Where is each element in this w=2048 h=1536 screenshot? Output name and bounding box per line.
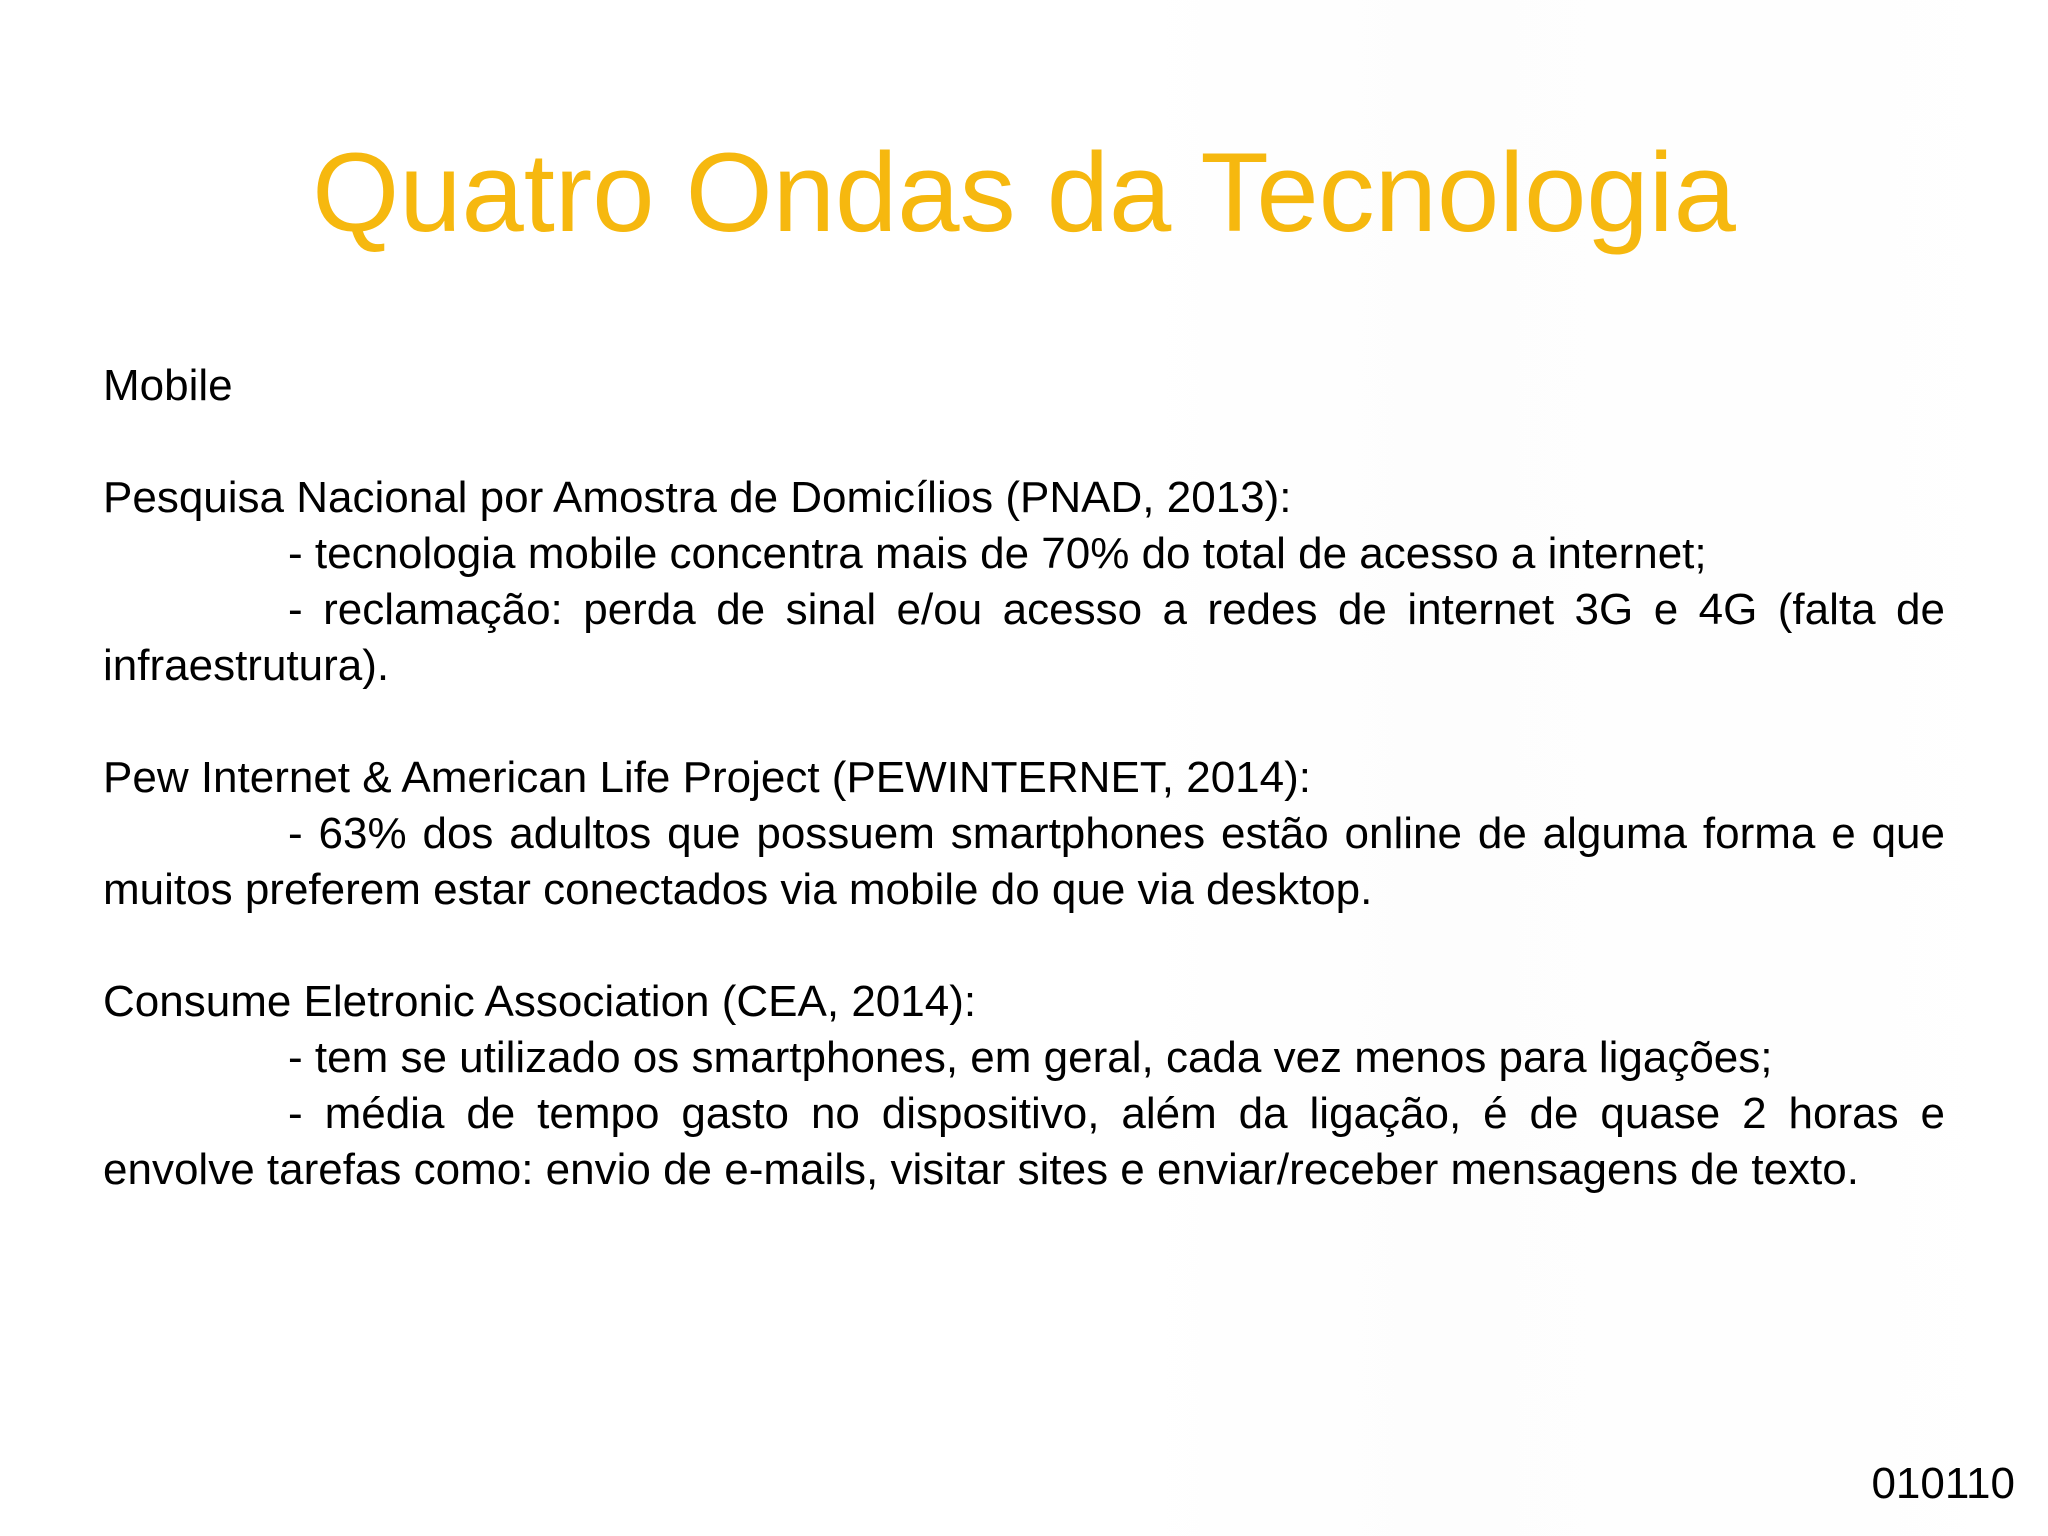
source-cea: Consume Eletronic Association (CEA, 2014): — [103, 977, 977, 1026]
source-pnad: Pesquisa Nacional por Amostra de Domicílios (PNAD, 2013): — [103, 473, 1292, 522]
bullet-pnad-mobile-share: - tecnologia mobile concentra mais de 70% do total de acesso a internet; — [288, 529, 1707, 578]
bullet-cea-time-spent: - média de tempo gasto no dispositivo, além da ligação, é de quase 2 horas e envolve tarefas como: envio de e-mails, visitar sites e enviar/receber mensagens de texto. — [103, 1089, 1945, 1194]
bullet-cea-fewer-calls: - tem se utilizado os smartphones, em geral, cada vez menos para ligações; — [288, 1033, 1773, 1082]
slide-number: 010110 — [1871, 1459, 2015, 1508]
spacer — [103, 414, 1945, 470]
spacer — [103, 694, 1945, 750]
spacer — [103, 918, 1945, 974]
source-pewinternet: Pew Internet & American Life Project (PEWINTERNET, 2014): — [103, 753, 1312, 802]
slide-title: Quatro Ondas da Tecnologia — [312, 130, 1736, 255]
bullet-pnad-complaint: - reclamação: perda de sinal e/ou acesso a redes de internet 3G e 4G (falta de infraestrutura). — [103, 585, 1945, 690]
slide-body — [103, 358, 1945, 1198]
bullet-pew-adults-online: - 63% dos adultos que possuem smartphones estão online de alguma forma e que muitos preferem estar conectados via mobile do que via desktop. — [103, 809, 1945, 914]
topic-heading: Mobile — [103, 361, 233, 410]
